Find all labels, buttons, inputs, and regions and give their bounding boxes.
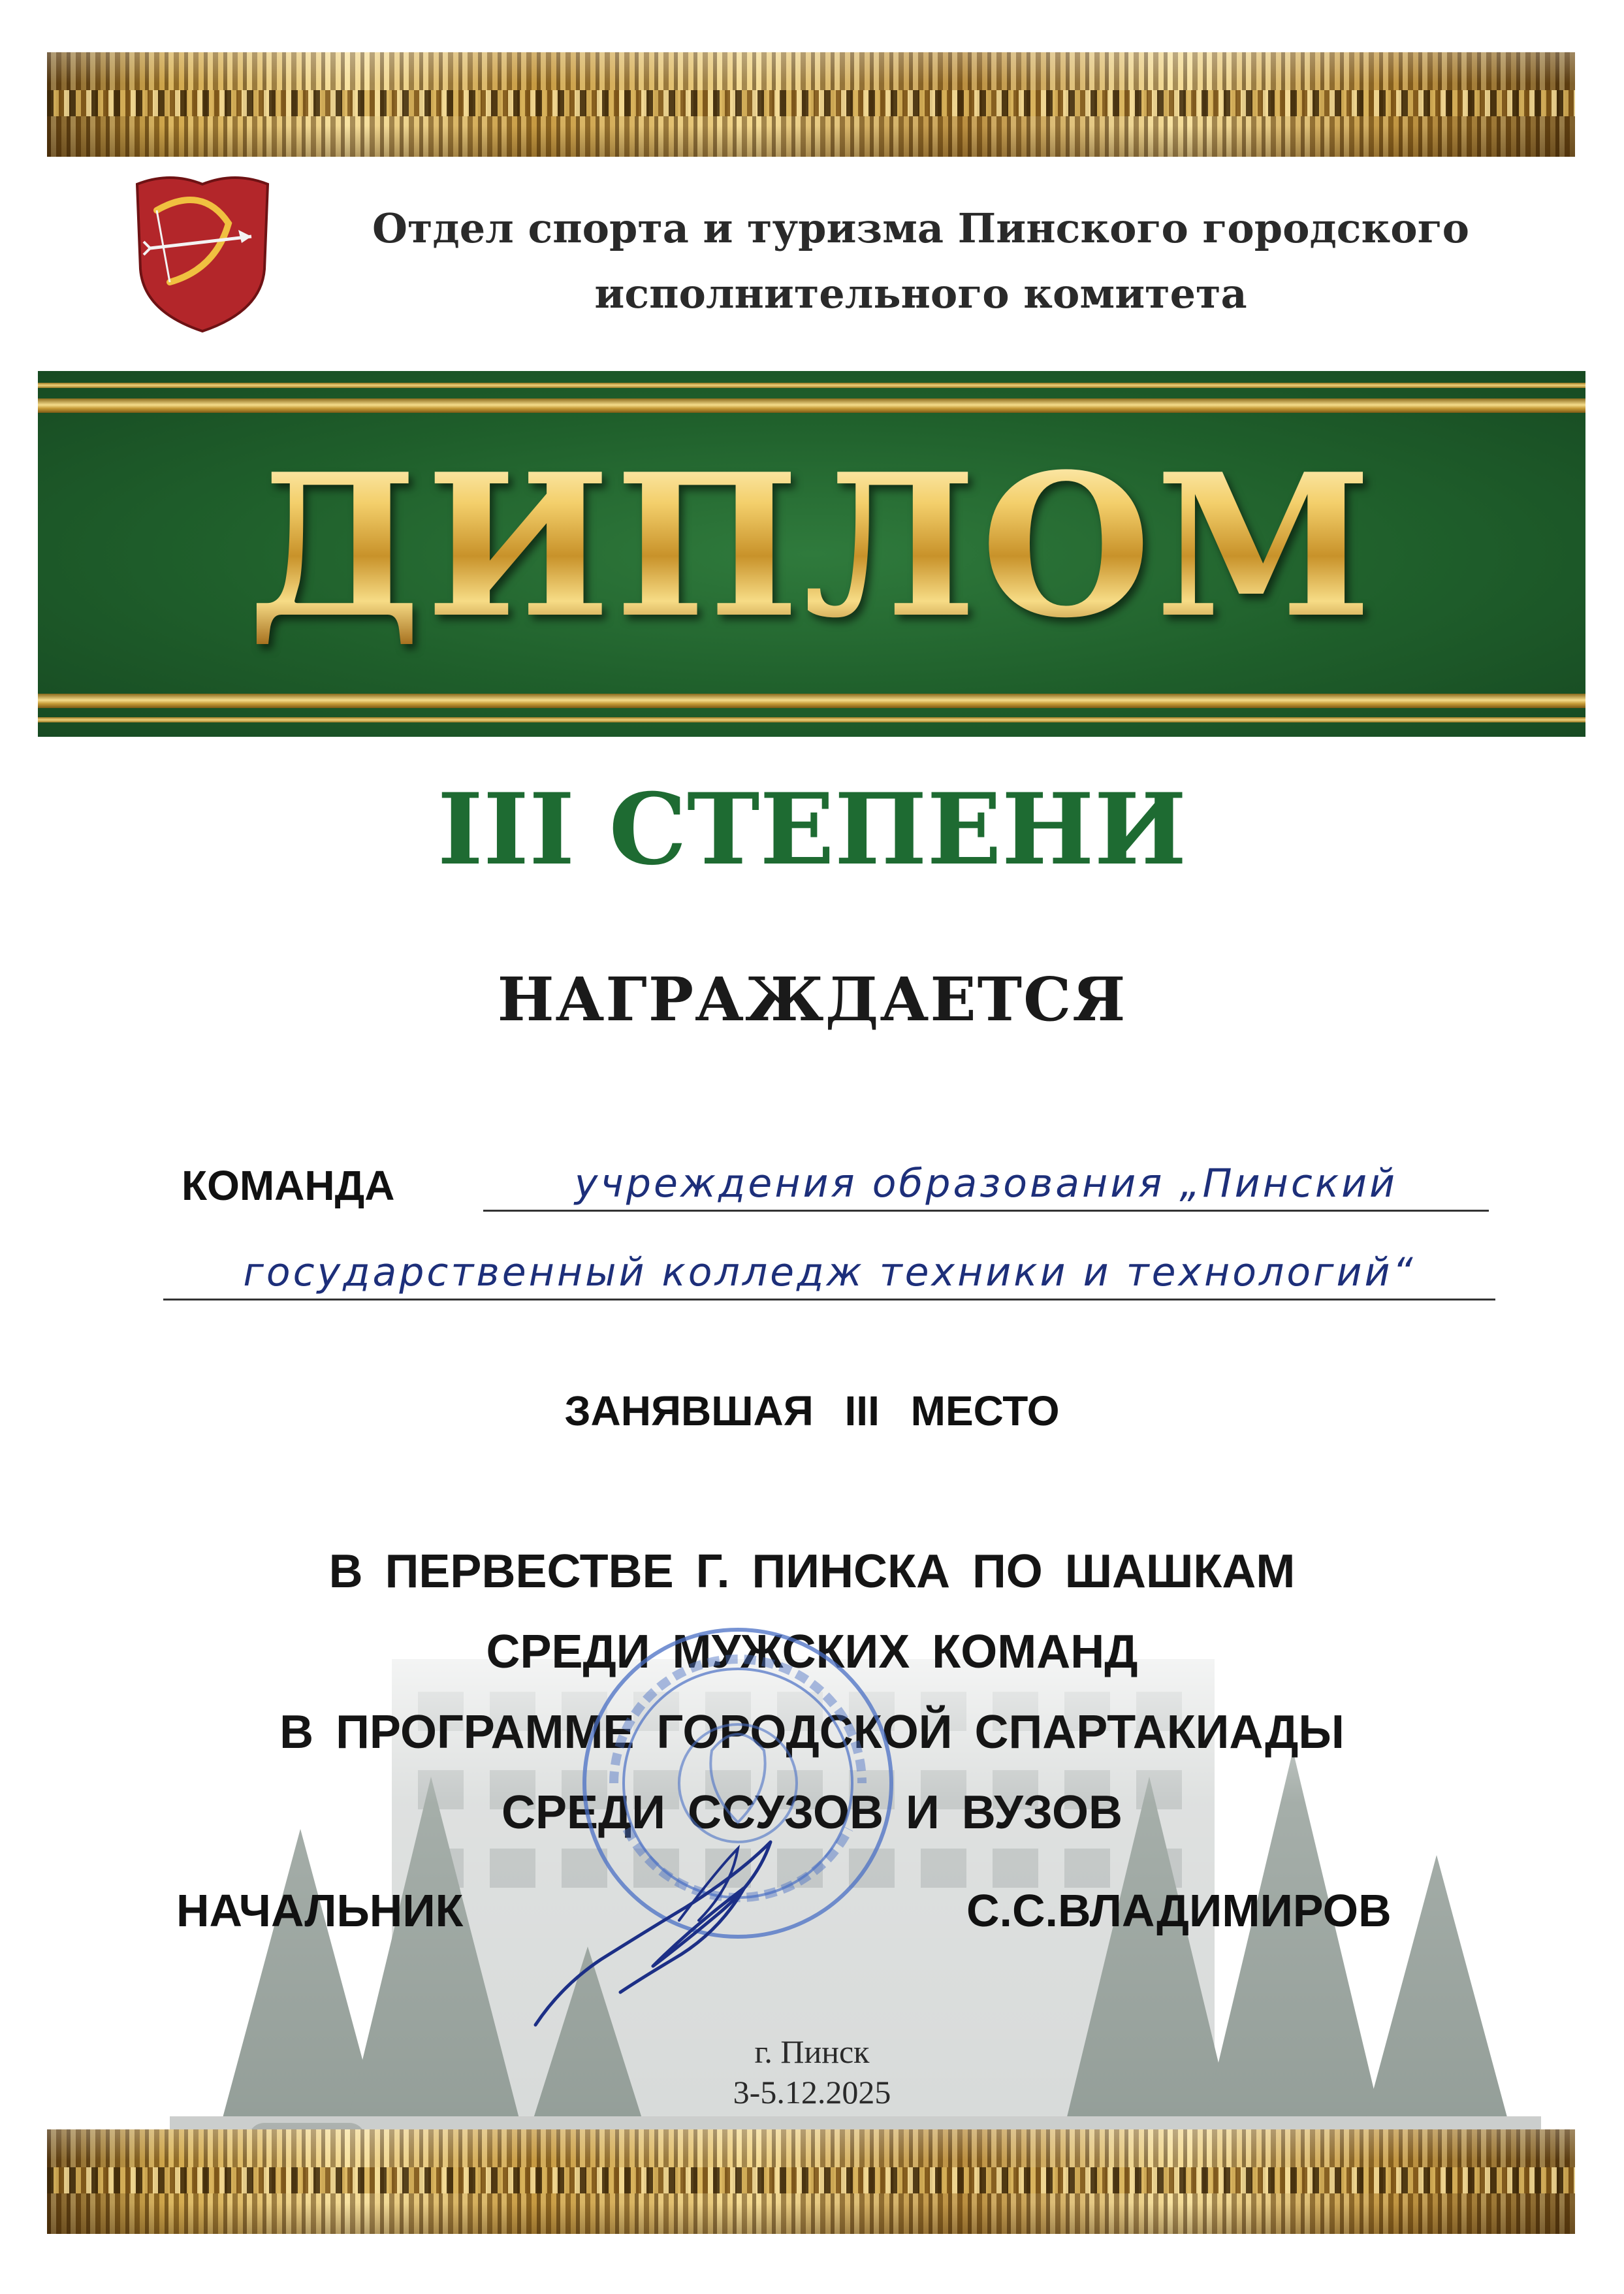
recipient-handwritten-line-1: учреждения образования „Пинский [483, 1157, 1489, 1212]
diploma-title: ДИПЛОМ [38, 448, 1585, 644]
banner-gold-line [38, 717, 1585, 722]
event-line-2: СРЕДИ МУЖСКИХ КОМАНД [486, 1626, 1138, 1678]
event-line-3: В ПРОГРАММЕ ГОРОДСКОЙ СПАРТАКИАДЫ [279, 1706, 1345, 1758]
diploma-degree: III СТЕПЕНИ [437, 772, 1187, 887]
department-line-2: исполнительного комитета [594, 270, 1247, 317]
diploma-banner [38, 371, 1585, 737]
place-statement: ЗАНЯВШАЯ III МЕСТО [564, 1387, 1060, 1434]
banner-gold-line [38, 694, 1585, 708]
issue-city: г. Пинск [754, 2033, 870, 2070]
bottom-ornamental-border [47, 2129, 1575, 2234]
signature [522, 1829, 836, 2038]
awarded-heading: НАГРАЖДАЕТСЯ [497, 964, 1127, 1035]
banner-gold-line [38, 398, 1585, 413]
department-line-1: Отдел спорта и туризма Пинского городского [372, 204, 1470, 252]
team-label: КОМАНДА [182, 1162, 395, 1209]
recipient-handwritten-line-2: государственный колледж техники и технологий“ [163, 1246, 1495, 1300]
issue-dates: 3-5.12.2025 [733, 2074, 891, 2110]
event-line-1: В ПЕРВЕСТВЕ Г. ПИНСКА ПО ШАШКАМ [328, 1545, 1296, 1598]
issuing-department [307, 196, 1535, 327]
top-ornamental-border [47, 52, 1575, 157]
signatory-name: С.С.ВЛАДИМИРОВ [966, 1885, 1392, 1936]
event-line-4: СРЕДИ ССУЗОВ И ВУЗОВ [501, 1786, 1123, 1839]
signatory-title: НАЧАЛЬНИК [176, 1885, 464, 1936]
issue-place-date [0, 2031, 1624, 2112]
banner-gold-line [38, 383, 1585, 388]
pinsk-coat-of-arms-icon [131, 171, 274, 334]
